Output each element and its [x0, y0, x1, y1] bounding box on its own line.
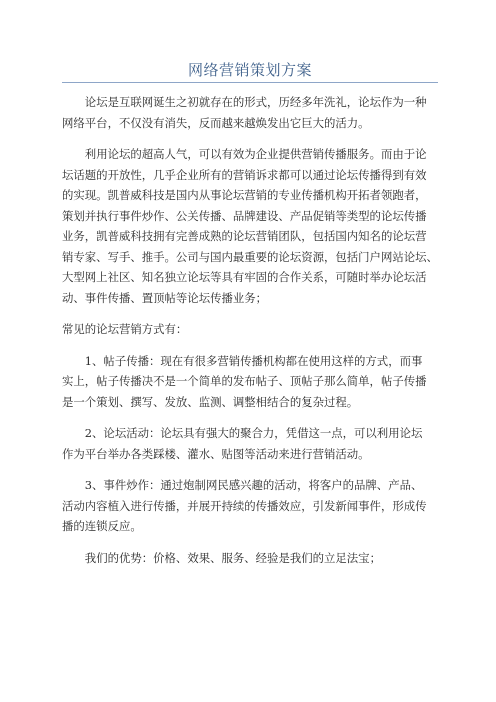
text-line: 活动内容植入进行传播，并展开持续的传播效应，引发新闻事件，形成传 — [62, 498, 427, 513]
document-title: 网络营销策划方案 — [187, 61, 312, 79]
text-line: 的实现。凯普威科技是国内从事论坛营销的专业传播机构开拓者领跑者， — [62, 188, 427, 202]
text-line: 作为平台举办各类踩楼、灌水、贴图等活动来进行营销活动。 — [62, 446, 370, 461]
text-line: 大型网上社区、知名独立论坛等具有牢固的合作关系，可随时举办论坛活 — [62, 270, 427, 284]
text-line: 播的连锁反应。 — [62, 519, 142, 533]
text-line: 动、事件传播、置顶帖等论坛传播业务； — [62, 290, 268, 305]
paragraph-method-2 — [62, 423, 438, 464]
document-body — [62, 92, 438, 579]
text-line: 我们的优势：价格、效果、服务、经验是我们的立足法宝； — [84, 550, 381, 565]
text-line: 实上，帖子传播决不是一个简单的发布帖子、顶帖子那么简单，帖子传播 — [62, 374, 427, 388]
paragraph-intro — [62, 92, 438, 133]
text-line: 论坛是互联网诞生之初就存在的形式，历经多年洗礼，论坛作为一种 — [84, 95, 427, 109]
text-line: 是一个策划、撰写、发放、监测、调整相结合的复杂过程。 — [62, 394, 359, 409]
text-line: 2、论坛活动：论坛具有强大的聚合力，凭借这一点，可以利用论坛 — [84, 426, 423, 440]
text-line: 常见的论坛营销方式有： — [62, 322, 188, 336]
text-line: 3、事件炒作：通过炮制网民感兴趣的活动，将客户的品牌、产品、 — [84, 478, 423, 492]
title-underline — [62, 82, 438, 83]
text-line: 坛话题的开放性，几乎企业所有的营销诉求都可以通过论坛传播得到有效 — [62, 167, 427, 182]
paragraph-forum-marketing — [62, 144, 438, 308]
text-line: 业务，凯普威科技拥有完善成熟的论坛营销团队，包括国内知名的论坛营 — [62, 229, 427, 243]
paragraph-advantages — [62, 548, 438, 569]
text-line: 策划并执行事件炒作、公关传播、品牌建设、产品促销等类型的论坛传播 — [62, 208, 427, 223]
text-line: 1、帖子传播：现在有很多营销传播机构都在使用这样的方式，而事 — [84, 353, 423, 368]
paragraph-methods-heading — [62, 319, 438, 340]
text-line: 利用论坛的超高人气，可以有效为企业提供营销传播服务。而由于论 — [84, 147, 427, 161]
text-line: 销专家、写手、推手。公司与国内最重要的论坛资源，包括门户网站论坛、 — [62, 249, 438, 264]
text-line: 网络平台，不仅没有消失，反而越来越焕发出它巨大的活力。 — [62, 115, 370, 130]
paragraph-method-1 — [62, 351, 438, 413]
paragraph-method-3 — [62, 475, 438, 537]
